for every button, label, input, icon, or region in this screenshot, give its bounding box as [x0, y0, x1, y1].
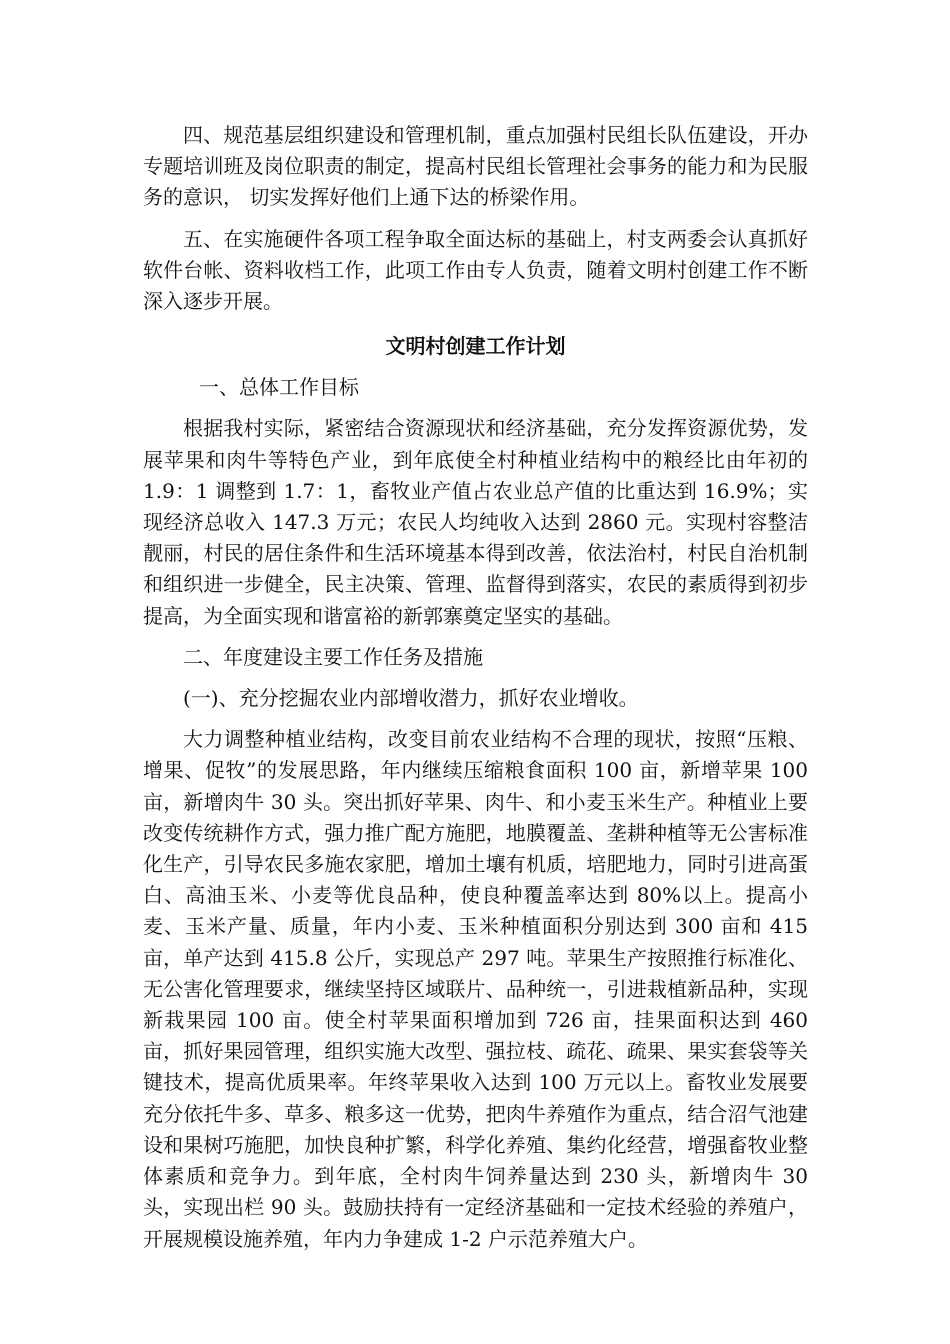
paragraph-item-5: 五、在实施硬件各项工程争取全面达标的基础上，村支两委会认真抓好软件台帐、资料收档工作，此项工作由专人负责，随着文明村创建工作不断深入逐步开展。	[143, 226, 808, 314]
document-body	[143, 120, 808, 1255]
section-heading-overall-goals: 一、总体工作目标	[199, 375, 359, 400]
document-title: 文明村创建工作计划	[385, 334, 566, 359]
subsection-heading-agriculture: (一)、充分挖掘农业内部增收潜力，抓好农业增收。	[183, 686, 639, 711]
paragraph-agriculture-measures: 大力调整种植业结构，改变目前农业结构不合理的现状，按照“压粮、增果、促牧”的发展思路，年内继续压缩粮食面积 100 亩，新增苹果 100 亩，新增肉牛 30 头。突出抓好苹果、肉牛、和小麦玉米生产。种植业上要改变传统耕作方式，强力推广配方施肥，地膜覆盖、垄耕种植等无公害标准化生产，引导农民多施农家肥，增加土壤有机质，培肥地力，同时引进高蛋白、高油玉米、小麦等优良品种，使良种覆盖率达到 80%以上。提高小麦、玉米产量、质量，年内小麦、玉米种植面积分别达到 300 亩和 415 亩，单产达到 415.8 公斤，实现总产 297 吨。苹果生产按照推行标准化、无公害化管理要求，继续坚持区域联片、品种统一，引进栽植新品种，实现新栽果园 100 亩。使全村苹果面积增加到 726 亩，挂果面积达到 460 亩，抓好果园管理，组织实施大改型、强拉枝、疏花、疏果、果实套袋等关键技术，提高优质果率。年终苹果收入达到 100 万元以上。畜牧业发展要充分依托牛多、草多、粮多这一优势，把肉牛养殖作为重点，结合沼气池建设和果树巧施肥，加快良种扩繁，科学化养殖、集约化经营，增强畜牧业整体素质和竞争力。到年底，全村肉牛饲养量达到 230 头，新增肉牛 30 头，实现出栏 90 头。鼓励扶持有一定经济基础和一定技术经验的养殖户，开展规模设施养殖，年内力争建成 1-2 户示范养殖大户。	[143, 727, 808, 1251]
section-heading-annual-tasks: 二、年度建设主要工作任务及措施	[183, 644, 483, 669]
paragraph-overall-goals: 根据我村实际，紧密结合资源现状和经济基础，充分发挥资源优势，发展苹果和肉牛等特色产业，到年底使全村种植业结构中的粮经比由年初的 1.9：1 调整到 1.7：1，畜牧业产值占农业总产值的比重达到 16.9%；实现经济总收入 147.3 万元；农民人均纯收入达到 2860 元。实现村容整洁靓丽，村民的居住条件和生活环境基本得到改善，依法治村，村民自治机制和组织进一步健全，民主决策、管理、监督得到落实，农民的素质得到初步提高，为全面实现和谐富裕的新郭寨奠定坚实的基础。	[143, 416, 808, 628]
paragraph-item-4: 四、规范基层组织建设和管理机制，重点加强村民组长队伍建设，开办专题培训班及岗位职责的制定，提高村民组长管理社会事务的能力和为民服务的意识， 切实发挥好他们上通下达的桥梁作用。	[143, 123, 808, 210]
